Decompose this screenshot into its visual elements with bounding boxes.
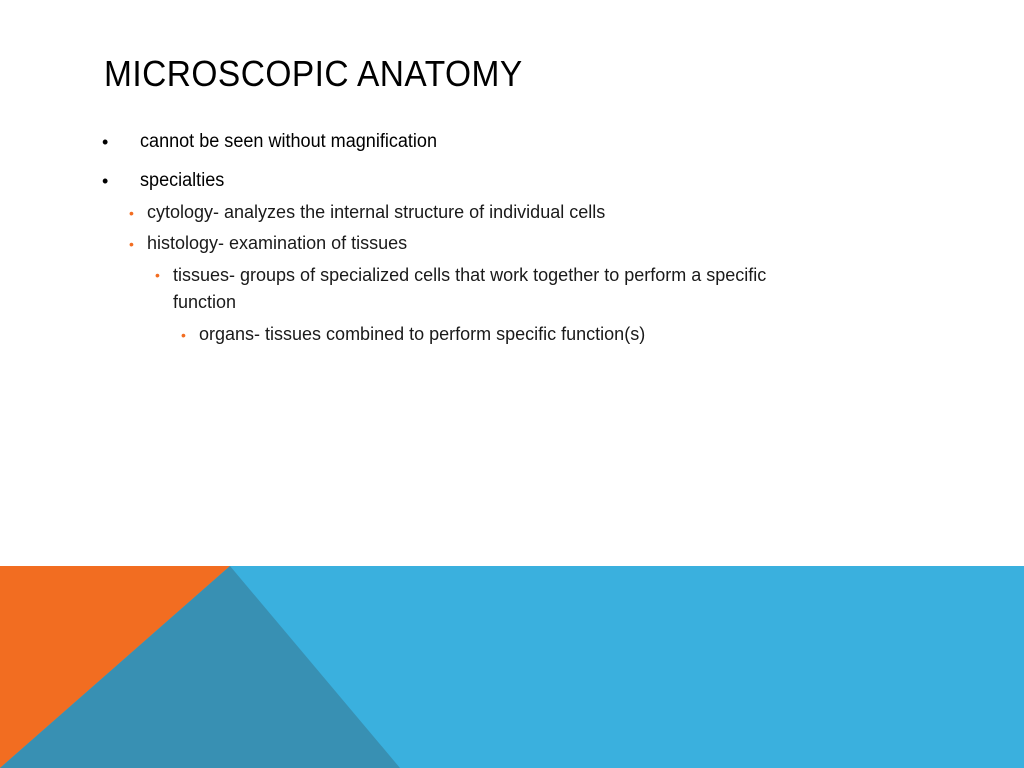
decorative-footer-shapes <box>0 566 1024 768</box>
bullet-marker: • <box>102 132 109 152</box>
slide-title: MICROSCOPIC ANATOMY <box>104 53 523 94</box>
bullet-marker: • <box>155 267 160 283</box>
bullet-text-cytology: cytology- analyzes the internal structure of individual cells <box>147 202 606 222</box>
bullet-text-organs: organs- tissues combined to perform specific function(s) <box>199 324 646 344</box>
bullet-marker: • <box>181 327 186 343</box>
bullet-text-histology: histology- examination of tissues <box>147 233 408 253</box>
bullet-text-specialties: specialties <box>140 170 225 191</box>
bullet-text-magnification: cannot be seen without magnification <box>140 131 438 152</box>
bullet-text-tissues-line1: tissues- groups of specialized cells that work together to perform a specific <box>173 265 767 285</box>
bullet-marker: • <box>129 236 134 252</box>
bullet-text-tissues-line2: function <box>173 292 237 312</box>
bullet-marker: • <box>129 205 134 221</box>
bullet-marker: • <box>102 171 109 191</box>
